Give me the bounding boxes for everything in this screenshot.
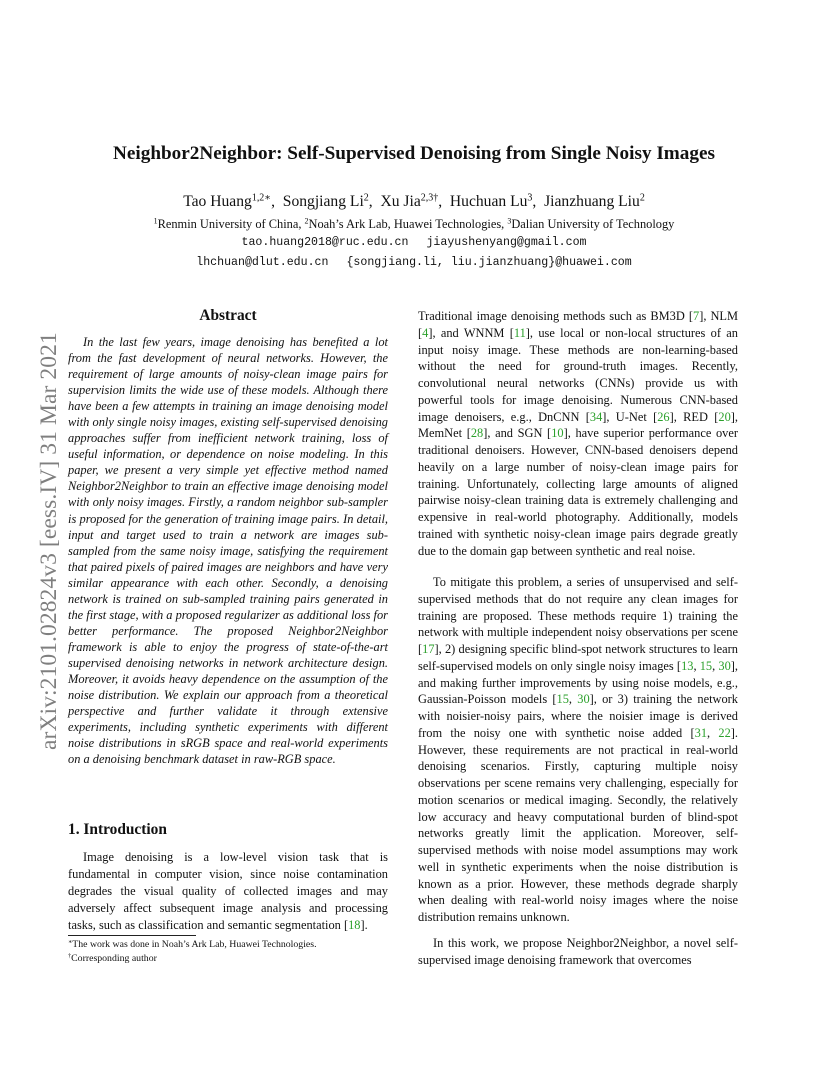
text-run: , (693, 658, 700, 673)
author-marker: 2 (363, 192, 369, 204)
text-run: ]. (360, 918, 368, 933)
text-run: ], or 3) training the network with noisier-noisy pairs, where the noisier image is derived from the noisy one with synthetic noise added [ (418, 692, 738, 740)
body-paragraph (418, 935, 738, 969)
citation-link[interactable]: 4 (422, 325, 429, 340)
intro-paragraph (68, 849, 388, 934)
author-email: jiayushenyang@gmail.com (426, 236, 587, 249)
footnote (68, 939, 317, 950)
affiliations (60, 217, 768, 232)
citation-link[interactable]: 34 (589, 409, 603, 424)
citation-link[interactable]: 31 (694, 725, 708, 740)
text-run: , (568, 692, 578, 707)
footnote-text: Corresponding author (71, 953, 157, 964)
paper-title: Neighbor2Neighbor: Self-Supervised Denoising from Single Noisy Images (113, 143, 715, 164)
arxiv-watermark: arXiv:2101.02824v3 [eess.IV] 31 Mar 2021 (36, 332, 62, 750)
citation-link[interactable]: 20 (718, 409, 731, 424)
text-run: To mitigate this problem, a series of unsupervised and self-supervised methods that do not require any clean images for training are proposed. These methods require 1) training the network with multiple independent noisy observations per scene [ (418, 575, 738, 656)
affiliation: Noah’s Ark Lab, Huawei Technologies, (308, 217, 508, 231)
author-name: Songjiang Li (282, 193, 364, 210)
author-marker: 3 (527, 192, 533, 204)
author (183, 193, 271, 210)
citation-link[interactable]: 18 (348, 918, 361, 933)
email-row (60, 236, 768, 249)
affiliation: Renmin University of China, (157, 217, 305, 231)
footnote-marker: † (68, 952, 72, 960)
author-email: tao.huang2018@ruc.edu.cn (241, 236, 409, 249)
footnote-rule (68, 935, 196, 936)
author (450, 193, 533, 210)
footnote (68, 953, 157, 964)
author (380, 193, 438, 210)
affiliation-marker: 3 (507, 216, 512, 226)
footnote-text: The work was done in Noah’s Ark Lab, Huawei Technologies. (72, 939, 317, 950)
author-email: {songjiang.li, liu.jianzhuang}@huawei.com (346, 256, 632, 269)
author-name: Xu Jia (380, 193, 421, 210)
text-run: ], have superior performance over traditional denoisers. However, CNN-based denoisers depend heavily on a large number of noisy-clean image pairs for training. Unfortunately, collecting large amounts of aligned pairwise noisy-clean training data is extremely challenging and expensive in real-world photography. Additionally, models trained with synthetic noisy-clean image pairs degrade greatly due to the domain gap between synthetic and real noise. (418, 426, 738, 558)
text-run: ], 2) designing specific blind-spot network structures to learn self-supervised models on only single noisy images [ (418, 642, 738, 673)
text-run: ], RED [ (669, 409, 719, 424)
abstract-heading: Abstract (199, 307, 257, 324)
author (544, 193, 645, 210)
citation-link[interactable]: 15 (699, 658, 713, 673)
affiliation: Dalian University of Technology (511, 217, 675, 231)
citation-link[interactable]: 26 (657, 409, 670, 424)
text-run: ], and WNNM [ (428, 325, 514, 340)
section-heading-introduction: 1. Introduction (68, 821, 167, 838)
affiliation-marker: 2 (304, 216, 309, 226)
text-run: ], NLM [ (418, 309, 738, 340)
text-run: Traditional image denoising methods such as BM3D [ (418, 309, 693, 323)
text-run: ], and making further improvements by using noise models, e.g., Gaussian-Poisson models [ (418, 658, 738, 707)
text-run: ], MemNet [ (418, 409, 739, 441)
text-run: , (712, 658, 719, 673)
citation-link[interactable]: 22 (718, 725, 731, 740)
author (283, 193, 369, 210)
citation-link[interactable]: 15 (556, 692, 569, 707)
author-name: Tao Huang (183, 193, 252, 210)
body-paragraph (418, 574, 738, 926)
citation-link[interactable]: 7 (692, 309, 700, 323)
author-marker: 2,3† (420, 192, 439, 204)
citation-link[interactable]: 10 (551, 426, 564, 441)
citation-link[interactable]: 30 (718, 658, 731, 673)
footnote-marker: ∗ (68, 938, 73, 946)
citation-link[interactable]: 11 (513, 325, 526, 340)
text-run: , (707, 725, 719, 740)
citation-link[interactable]: 17 (422, 642, 435, 656)
text-run: ], use local or non-local structures of an input noisy image. These methods are non-learning-based without the need for ground-truth images. Recently, convolutional neural networks (CNNs) provide us with powerful tools for image denoising. Numerous CNN-based image denoisers, e.g., DnCNN [ (418, 325, 738, 424)
author-email: lhchuan@dlut.edu.cn (196, 256, 329, 269)
text-run: In this work, we propose Neighbor2Neighbor, a novel self-supervised image denoising framework that overcomes (418, 936, 738, 967)
body-paragraph (418, 308, 738, 559)
author-marker: 2 (639, 192, 645, 204)
email-row (60, 256, 768, 269)
abstract-text: In the last few years, image denoising has benefited a lot from the fast development of neural networks. However, the requirement of large amounts of noisy-clean image pairs for supervision limits the wide use of these models. Although there have been a few attempts in training an image denoising model with only single noisy images, existing self-supervised denoising approaches suffer from inefficient network training, loss of useful information, or dependence on noise modeling. In this paper, we present a very simple yet effective method named Neighbor2Neighbor to train an effective image denoising model with only noisy images. Firstly, a random neighbor sub-sampler is proposed for the generation of training image pairs. In detail, input and target used to train a network are images sub-sampled from the same noisy image, satisfying the requirement that paired pixels of paired images are neighbors and have very similar appearance with each other. Secondly, a denoising network is trained on sub-sampled training pairs generated in the first stage, with a proposed regularizer as additional loss for better performance. The proposed Neighbor2Neighbor framework is able to enjoy the progress of state-of-the-art supervised denoising networks in network architecture design. Moreover, it avoids heavy dependence on the assumption of the noise distribution. We explain our approach from a theoretical perspective and further validate it through extensive experiments, including synthetic experiments with different noise distributions in sRGB space and real-world experiments on a denoising benchmark dataset in raw-RGB space. (68, 335, 388, 767)
affiliation-marker: 1 (153, 216, 158, 226)
citation-link[interactable]: 13 (681, 658, 694, 673)
text-run: Image denoising is a low-level vision task that is fundamental in computer vision, since noise contamination degrades the visual quality of collected images and may adversely affect subsequent image analysis and processing tasks, such as classification and semantic segmentation [ (68, 850, 388, 933)
citation-link[interactable]: 30 (577, 692, 590, 707)
text-run: ], U-Net [ (602, 409, 658, 424)
text-run: ]. However, these requirements are not practical in real-world denoising scenarios. Firstly, capturing multiple noisy observations per scene remains very challenging, especially for motion scenarios or medical imaging. Secondly, the relatively low accuracy and heavy computational burden of blind-spot networks greatly limit the application. Moreover, self-supervised methods with noise model assumptions may work well in synthetic experiments when the noise distribution is known as a prior. However, these methods degrade sharply when dealing with real-world noisy images where the noise distribution remains unknown. (418, 725, 738, 924)
citation-link[interactable]: 28 (470, 426, 484, 441)
text-run: ], and SGN [ (483, 426, 552, 441)
author-name: Jianzhuang Liu (544, 193, 640, 210)
author-list: Tao Huang$^{1,2∗}$, Songjiang Li$^2$, Xu Jia$^{2,3\dagger}$, Huchuan Lu$^3$, Jianzhuang Liu$^2$ (183, 192, 645, 210)
author-marker: 1,2∗ (251, 192, 272, 204)
author-name: Huchuan Lu (449, 193, 528, 210)
